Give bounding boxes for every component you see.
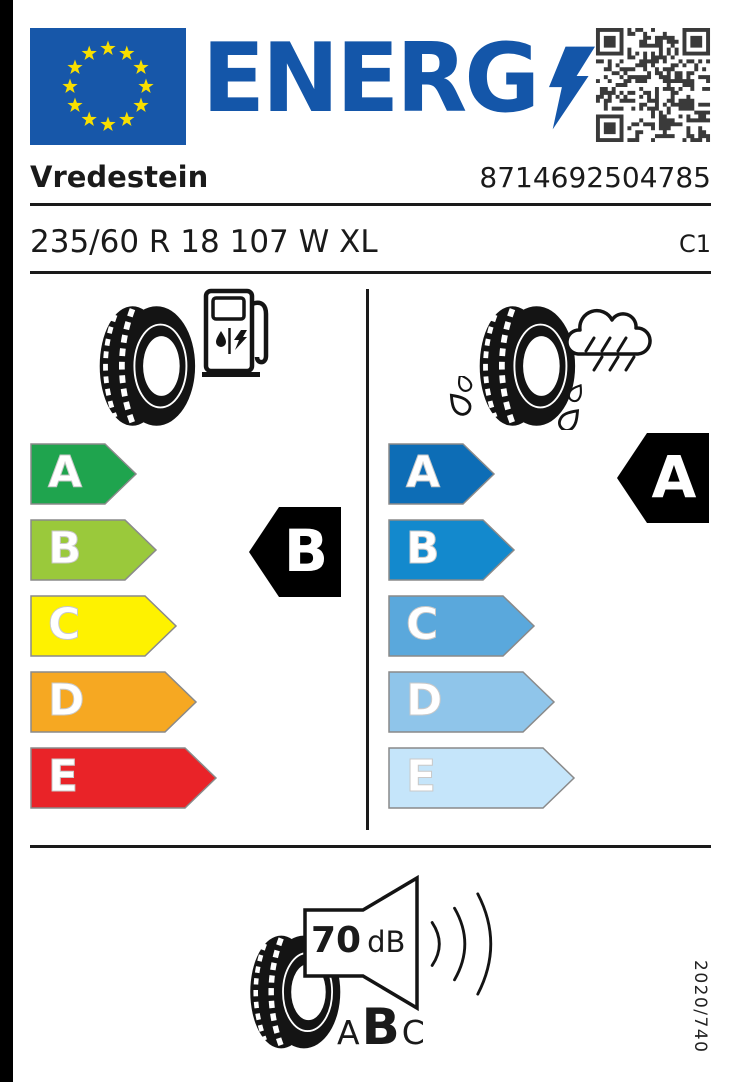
tire-icon <box>92 303 198 429</box>
fuel-class-e-arrow <box>30 747 218 809</box>
wet-class-c-arrow <box>388 595 536 657</box>
fuel-rating-letter: B <box>283 517 329 585</box>
wet-rating-letter: A <box>651 443 697 511</box>
fuel-class-a-arrow <box>30 443 138 505</box>
tire-size-row <box>30 224 711 260</box>
brand-row <box>30 160 711 194</box>
left-black-strip <box>0 0 13 1082</box>
wet-class-a-arrow <box>388 443 496 505</box>
fuel-pump-icon <box>202 286 272 382</box>
noise-class-b-selected: B <box>361 998 400 1056</box>
water-splash-icon <box>438 376 598 430</box>
wet-rating-indicator <box>616 432 710 524</box>
noise-class-letters <box>337 998 425 1056</box>
vehicle-class: C1 <box>678 230 711 258</box>
tire-size: 235/60 R 18 107 W XL <box>30 224 378 260</box>
sound-waves-icon <box>425 878 510 1010</box>
noise-value: 70 <box>311 920 362 961</box>
noise-unit: dB <box>367 925 406 959</box>
qr-code <box>594 26 712 144</box>
brand-name: Vredestein <box>30 160 209 194</box>
fuel-class-d-arrow <box>30 671 198 733</box>
barcode-number: 8714692504785 <box>479 161 711 194</box>
energ-title: ENERG <box>202 24 538 134</box>
fuel-class-label: E <box>48 751 79 802</box>
fuel-class-label: D <box>48 675 85 726</box>
regulation-number: 2020/740 <box>690 960 710 1054</box>
wet-class-label: B <box>406 523 440 574</box>
wet-class-label: E <box>406 751 437 802</box>
wet-class-label: D <box>406 675 443 726</box>
eu-flag-icon <box>30 28 186 145</box>
fuel-class-c-arrow <box>30 595 178 657</box>
divider-line <box>30 271 711 274</box>
fuel-class-label: A <box>48 447 83 498</box>
divider-line <box>30 203 711 206</box>
fuel-class-label: B <box>48 523 82 574</box>
noise-value-group <box>311 920 411 964</box>
wet-class-label: A <box>406 447 441 498</box>
column-divider <box>366 289 369 830</box>
noise-class-c: C <box>401 1013 425 1052</box>
divider-line <box>30 845 711 848</box>
fuel-class-b-arrow <box>30 519 158 581</box>
wet-class-b-arrow <box>388 519 516 581</box>
energ-lightning-icon <box>549 44 595 132</box>
wet-class-e-arrow <box>388 747 576 809</box>
noise-class-a: A <box>337 1013 360 1052</box>
fuel-rating-indicator <box>248 506 342 598</box>
rain-drops-icon <box>582 336 638 376</box>
fuel-class-label: C <box>48 599 81 650</box>
wet-class-d-arrow <box>388 671 556 733</box>
wet-class-label: C <box>406 599 439 650</box>
